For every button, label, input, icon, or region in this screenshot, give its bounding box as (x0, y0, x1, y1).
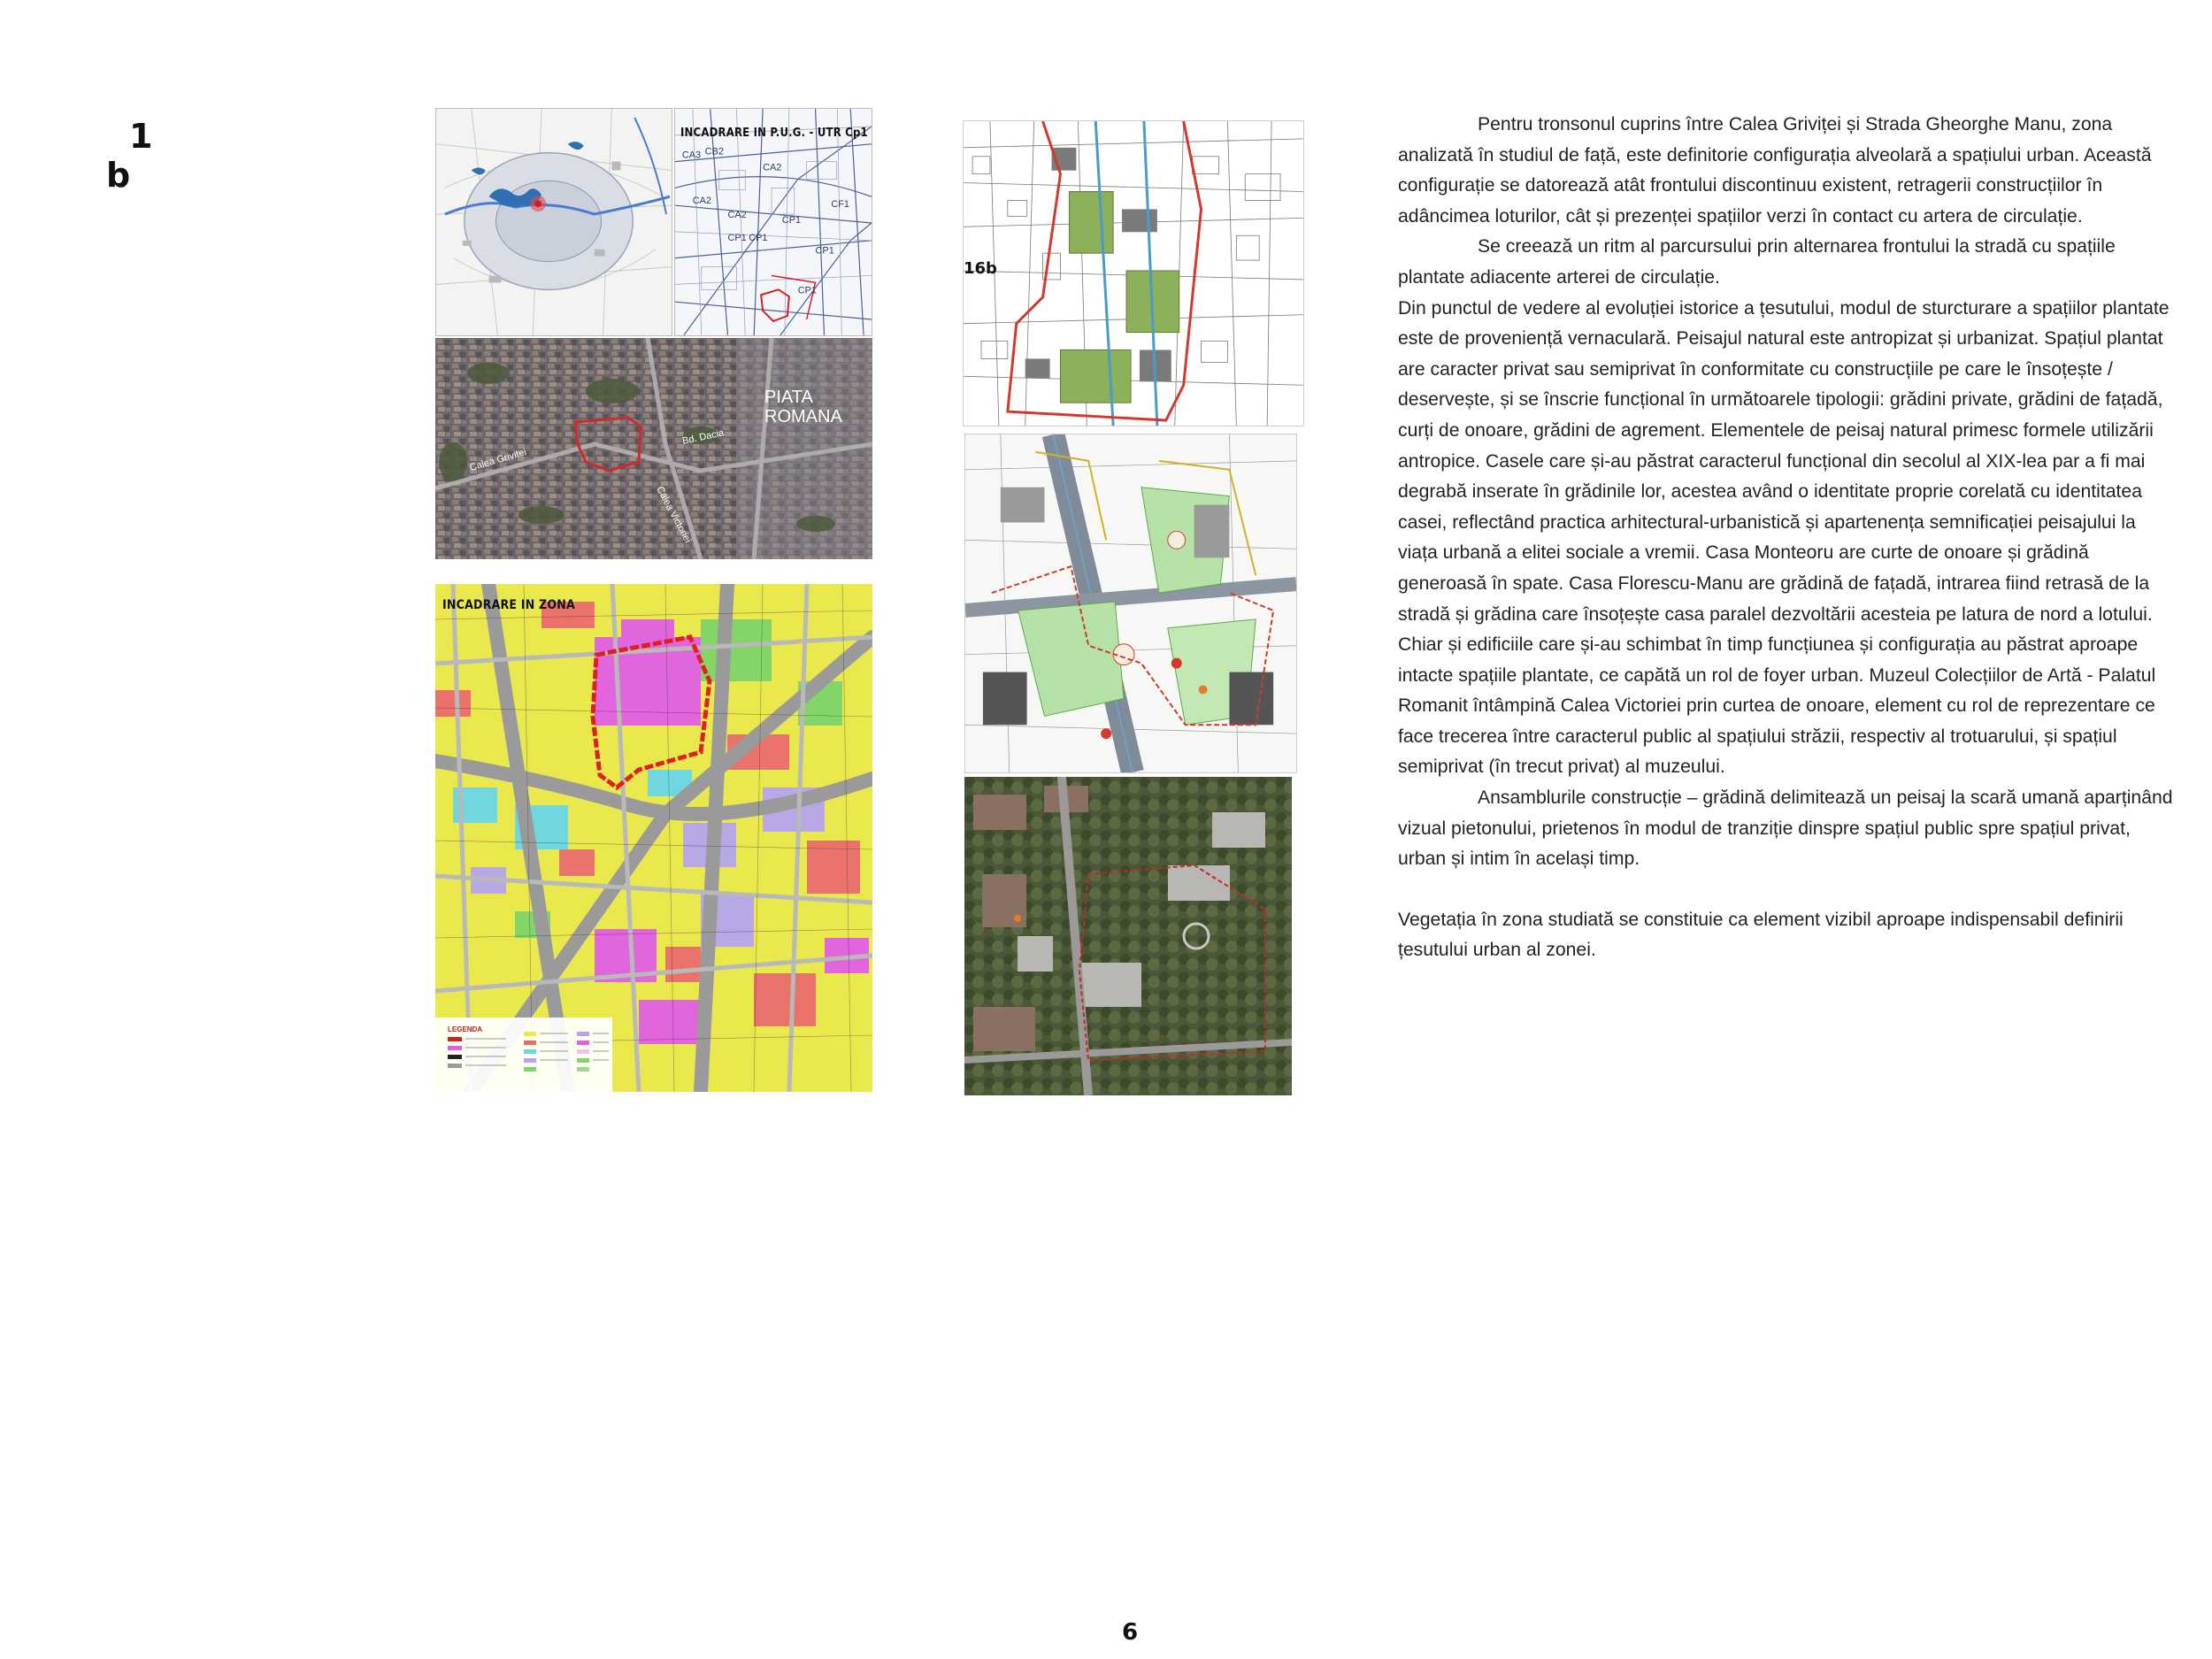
pug-code: CP1 (781, 214, 802, 226)
zone-title: INCADRARE IN ZONA (442, 598, 575, 612)
city-overview-map (435, 108, 672, 336)
legend-title: LEGENDA (448, 1025, 483, 1033)
aerial-closeup (964, 777, 1292, 1095)
paragraph-4: Ansamblurile construcție – grădină delimitează un peisaj la scară umană aparținând vizual pietonului, prietenos în modul de tranziție dinspre spațiul public spre spațiul privat, urban și intim în același timp. (1398, 787, 2173, 870)
street-label: Calea Grivitei (468, 447, 528, 473)
pug-map-svg (675, 109, 872, 335)
pug-code: CP1 (797, 285, 817, 296)
pug-code: CP1 (727, 232, 747, 243)
paragraph-5: Vegetația în zona studiată se constituie ca element vizibil aproape indispensabil definirii țesutului urban al zonei. (1398, 909, 2124, 961)
section-number: 1 (129, 117, 153, 156)
pug-map (674, 108, 872, 336)
street-label: Calea Victoriei (654, 484, 694, 545)
aerial-place-label: PIATA ROMANA (764, 388, 842, 426)
body-text (1398, 110, 2177, 966)
paragraph-3: Din punctul de vedere al evoluției istorice a țesutului, modul de sturcturare a spațiilor plantate este de proveniență vernaculară. Peisajul natural este antropizat și urbanizat. Spațiul plantat are caracter privat sau semiprivat în conformitate cu construcțiile pe care le însoțește / deservește, și se înscrie funcțional în următoarele tipologii: grădini private, grădini de fațadă, curți de onoare, grădini de agrement. Elementele de peisaj natural primesc formele utilizării antropice. Casele care și-au păstrat caracterul funcțional din secolul al XIX-lea par a fi mai degrabă inserate în grădinile lor, acestea având o identitate proprie corelată cu identitatea casei, reflectând practica arhitectural-urbanistică și apartenența semnificației peisajului la viața urbană a elitei sociale a vremii. Casa Monteoru are curte de onoare și grădină generoasă în spate. Casa Florescu-Manu are grădină de fațadă, intrarea fiind retrasă de la stradă și grădina care însoțește casa paralel dezvoltării acesteia pe latura de nord a lotului. Chiar și edificiile care și-au schimbat în timp funcțiunea și configurația au păstrat aproape intacte spațiile plantate, ce capătă un rol de foyer urban. Muzeul Colecțiilor de Artă - Palatul Romanit întâmpină Calea Victoriei prin curtea de onoare, element cu rol de reprezentare ce face trecerea între caracterul public al spațiului străzii, respectiv al trotuarului, și spațiul semiprivat (în trecut privat) al muzeului. (1398, 297, 2170, 778)
aerial-closeup-svg (964, 777, 1292, 1095)
pug-code: CP1 (749, 232, 768, 243)
pug-code: CB2 (704, 146, 724, 157)
pug-title: INCADRARE IN P.U.G. - UTR Cp1 (680, 127, 868, 140)
cadastral-plan-svg (964, 121, 1303, 426)
city-overview-svg (436, 109, 672, 335)
page-number: 6 (1122, 1619, 1139, 1646)
paragraph-2: Se creează un ritm al parcursului prin alternarea frontului la stradă cu spațiile plantate adiacente arterei de circulație. (1398, 236, 2116, 288)
pug-code: CP1 (815, 245, 834, 257)
aerial-photo (435, 338, 872, 559)
landscape-plan-svg (965, 434, 1296, 772)
pug-code: CA2 (727, 210, 747, 221)
landscape-plan (964, 434, 1297, 773)
paragraph-1: Pentru tronsonul cuprins între Calea Griviței și Strada Gheorghe Manu, zona analizată în studiul de față, este definitorie configurația alveolară a spațiului urban. Această configurație se datorează atât frontului discontinuu existent, retragerii construcțiilor în adâncimea loturilor, cât și prezenței spațiilor verzi în contact cu artera de circulație. (1398, 114, 2152, 227)
cadastral-plan (963, 120, 1304, 426)
section-letter: b (106, 156, 131, 195)
plan-tag: 16b (964, 259, 997, 278)
zone-function-svg (435, 584, 872, 1092)
street-label: Bd. Dacia (681, 427, 726, 447)
pug-code: CA2 (763, 162, 782, 173)
pug-code: CA2 (692, 196, 712, 207)
aerial-photo-svg (435, 338, 872, 559)
pug-code: CF1 (831, 199, 849, 211)
pug-code: CA3 (681, 150, 702, 161)
zone-function-map (435, 584, 872, 1092)
